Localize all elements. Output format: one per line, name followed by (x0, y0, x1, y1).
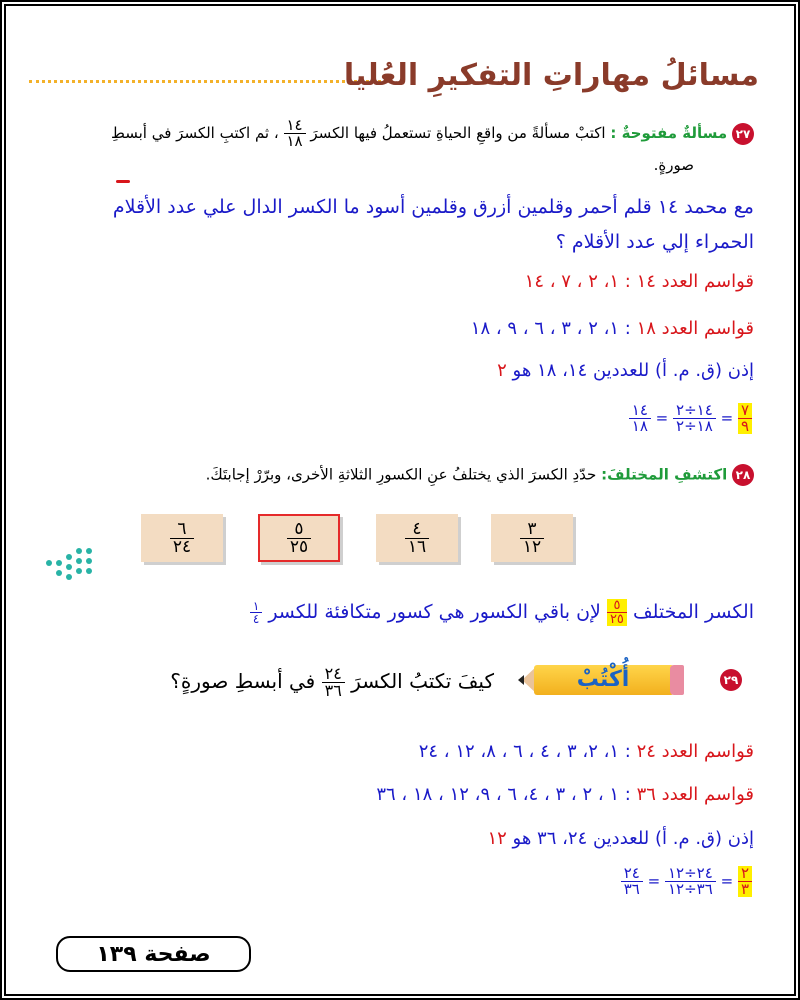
q29-gcf: إذن (ق. م. أ) للعددين ٢٤، ٣٦ هو ١٢ (487, 828, 754, 849)
q27-factors-18: قواسم العدد ١٨ : ١، ٢ ، ٣ ، ٦ ، ٩ ، ١٨ (470, 318, 754, 339)
q27-number: ٢٧ (732, 123, 754, 145)
q27-original-fraction: $\frac{١٤}{١٨}$ (629, 403, 651, 434)
q28-prompt: ٢٨ اكتشفِ المختلفَ: حدّدِ الكسرَ الذي يختلفُ عنِ الكسورِ الثلاثةِ الأخرى، وبرّرْ إجابتَكَ. (34, 464, 754, 486)
section-title: مسائلُ مهاراتِ التفكيرِ العُليا (343, 58, 759, 93)
q28-equivalent-fraction: $\frac{١}{٤}$ (250, 600, 262, 625)
q29-write-pencil-banner: أُكْتُبْ (504, 663, 684, 697)
q28-card-2: $\frac{٤}{١٦}$ (376, 514, 458, 562)
q27-factors-14: قواسم العدد ١٤ : ١، ٢ ، ٧ ، ١٤ (524, 271, 754, 292)
q29-original-fraction: $\frac{٢٤}{٣٦}$ (621, 866, 643, 897)
q27-gcf: إذن (ق. م. أ) للعددين ١٤، ١٨ هو ٢ (497, 360, 754, 381)
q28-label: اكتشفِ المختلفَ: (601, 465, 728, 484)
q28-answer: الكسر المختلف $\frac{٥}{٢٥}$ لإن باقي الكسور هي كسور متكافئة للكسر $\frac{١}{٤}$ (250, 599, 754, 626)
q29-factors-24: قواسم العدد ٢٤ : ١، ٢، ٣ ، ٤ ، ٦ ، ٨، ١٢ ، ٢٤ (418, 741, 754, 762)
dots-decoration (46, 546, 96, 582)
q27-result-fraction: $\frac{٧}{٩}$ (738, 403, 752, 434)
q28-card-3-selected: $\frac{٥}{٢٥}$ (258, 514, 340, 562)
q27-divided-fraction: $\frac{١٤\div ٢}{١٨\div ٢}$ (673, 403, 716, 434)
q27-answer-line1: مع محمد ١٤ قلم أحمر وقلمين أزرق وقلمين أسود ما الكسر الدال علي عدد الأقلام (112, 196, 754, 218)
page-number: صفحة ١٣٩ (56, 936, 251, 972)
q29-number: ٢٩ (720, 669, 742, 691)
q29-number-wrap (720, 669, 742, 691)
q28-number: ٢٨ (732, 464, 754, 486)
q29-result-fraction: $\frac{٢}{٣}$ (738, 866, 752, 897)
q29-divided-fraction: $\frac{٢٤\div ١٢}{٣٦\div ١٢}$ (665, 866, 716, 897)
q29-factors-36: قواسم العدد ٣٦ : ١ ، ٢ ، ٣ ، ٤، ٦ ، ٩، ١٢ ، ١٨ ، ٣٦ (376, 784, 754, 805)
q27-answer-line2: الحمراء إلي عدد الأقلام ؟ (555, 231, 754, 253)
q29-simplify-steps: $\frac{٢٤}{٣٦}$ = $\frac{٢٤\div ١٢}{٣٦\div ١٢}$ = $\frac{٢}{٣}$ (621, 866, 752, 897)
q29-prompt: كيفَ تكتبُ الكسرَ $\frac{٢٤}{٣٦}$ في أبسطِ صورةٍ؟ (170, 664, 494, 700)
q27-fraction: $\frac{١٤}{١٨}$ (284, 118, 306, 149)
q29-gcf-value: ١٢ (487, 828, 507, 849)
q27-simplify-steps: $\frac{١٤}{١٨}$ = $\frac{١٤\div ٢}{١٨\div ٢}$ = $\frac{٧}{٩}$ (629, 403, 752, 434)
q27-label: مسألةٌ مفتوحةٌ : (610, 124, 728, 142)
q29-fraction: $\frac{٢٤}{٣٦}$ (322, 666, 345, 699)
q27-gcf-value: ٢ (497, 360, 507, 381)
q28-card-4: $\frac{٦}{٢٤}$ (141, 514, 223, 562)
q28-answer-fraction: $\frac{٥}{٢٥}$ (607, 599, 627, 626)
q28-card-1: $\frac{٣}{١٢}$ (491, 514, 573, 562)
section-header (29, 54, 759, 104)
q27-prompt: ٢٧ مسألةٌ مفتوحةٌ : اكتبْ مسألةً من واقعِ الحياةِ تستعملُ فيها الكسرَ $\frac{١٤}{١٨}$ ، ثم اكتبِ الكسرَ في أبسطِ (34, 118, 754, 149)
q27-prompt-line2: صورةٍ. (653, 156, 694, 174)
